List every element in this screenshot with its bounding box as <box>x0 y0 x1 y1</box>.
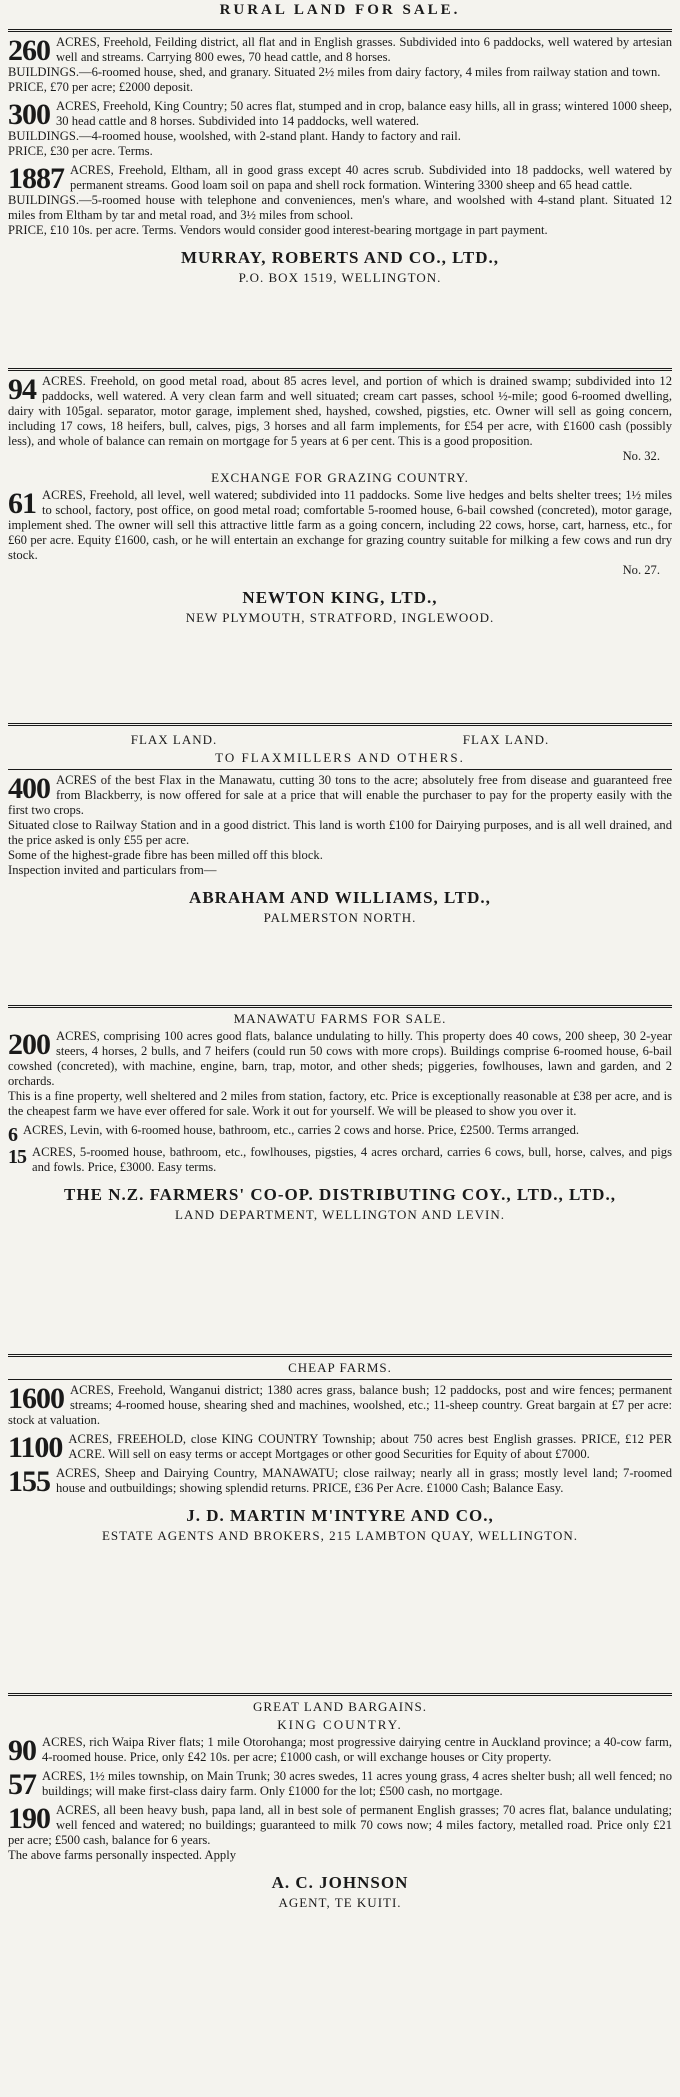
listing-acreage: 90 <box>8 1734 36 1767</box>
listing-acreage: 94 <box>8 373 36 406</box>
flax-header-left: FLAX LAND. <box>130 732 218 747</box>
listing-acreage: 190 <box>8 1802 50 1835</box>
agency-address: LAND DEPARTMENT, WELLINGTON AND LEVIN. <box>175 1207 505 1222</box>
agency-name: A. C. JOHNSON <box>271 1873 409 1892</box>
listing-acres-word: ACRES, <box>32 1145 76 1159</box>
listing-acreage: 1600 <box>8 1382 64 1415</box>
listing-text: 5-roomed house, bathroom, etc., fowlhouses, pigsties, 4 acres orchard, carries 6 cows, bull, horse, calves, and pigs and fowls. Price, £3000. Easy terms. <box>32 1145 672 1174</box>
listing-text: comprising 100 acres good flats, balance undulating to hilly. This property does 40 cows, 200 sheep, 30 2-year steers, 4 horses, 2 bulls, and 7 heifers (could run 50 cows with more crops). Buildings comprise 6-roomed house, 6-bail cowshed (concreted), with machine, engine, barn, trap, motor, and other sheds; piggeries, fowlhouses, lawn and garden, and 2 orchards. <box>8 1029 672 1088</box>
listing-text: Freehold, all level, well watered; subdivided into 11 paddocks. Some live hedges and belts shelter trees; 1½ miles to school, factory, post office, on good metal road; comfortable 5-roomed house, 6-bail cowshed (concreted), motor garage, implement shed. The owner will sell this attractive little farm as a going concern, including 22 cows, horse, cart, harness, etc., for £60 per acre. Equity £1600, cash, or he will entertain an exchange for grazing country suitable for milking a few cows and run dry stock. <box>8 488 673 562</box>
listing-price: PRICE, £70 per acre; £2000 deposit. <box>8 80 194 94</box>
listing-text: This is a fine property, well sheltered and 2 miles from station, factory, etc. Price is exceptionally reasonable at £38 per acre, and is the cheapest farm we have ever offered for sale. Work it out for yourself. We will be pleased to show you over it. <box>8 1089 672 1118</box>
listing-acres-word: ACRES. <box>42 374 86 388</box>
listing-acres-word: ACRES, <box>56 1803 100 1817</box>
title-rule <box>8 29 672 32</box>
listing-text: Situated close to Railway Station and in a good district. This land is worth £100 for Dairying purposes, and is all well drained, and the price asked is only £55 per acre. <box>8 818 672 847</box>
listing-text: Inspection invited and particulars from— <box>8 863 217 877</box>
listing-260-acres <box>8 35 672 95</box>
listing-text: rich Waipa River flats; 1 mile Otorohanga; most progressive dairying centre in Auckland province; a 40-cow farm, 4-roomed house. Price, only £42 10s. per acre; £1000 cash, or will exchange houses or City property. <box>42 1735 673 1764</box>
listing-acreage: 155 <box>8 1465 50 1498</box>
section-rule <box>8 769 672 770</box>
listing-price: PRICE, £30 per acre. Terms. <box>8 144 153 158</box>
listing-acreage: 61 <box>8 487 36 520</box>
listing-400-acres <box>8 773 672 878</box>
ad-ac-johnson <box>8 1699 672 2033</box>
section-rule <box>8 1379 672 1380</box>
listing-acreage: 200 <box>8 1028 50 1061</box>
listing-text: Freehold, Wanganui district; 1380 acres grass, balance bush; 12 paddocks, post and wire fences; permanent streams; 4-roomed house, shearing shed and machines, woolshed, etc.; 11-sheep country. Great bargain at £7 per acre: stock at valuation. <box>8 1383 672 1427</box>
listing-text: 1½ miles township, on Main Trunk; 30 acres swedes, 11 acres young grass, 4 acres shelter bush; all well fenced; no buildings; will make first-class dairy farm. Only £1000 for the lot; £500 cash, no mortgage. <box>42 1769 672 1798</box>
ad-martin-mintyre <box>8 1360 672 1690</box>
section-heading: MANAWATU FARMS FOR SALE. <box>233 1011 447 1026</box>
listing-acres-word: ACRES, <box>42 488 86 502</box>
listing-acres-word: ACRES, <box>70 1383 114 1397</box>
flax-header-right: FLAX LAND. <box>462 732 550 747</box>
listing-1600-acres <box>8 1383 672 1428</box>
listing-1887-acres <box>8 163 672 238</box>
listing-acreage: 57 <box>8 1768 36 1801</box>
listing-15-acres <box>8 1145 672 1175</box>
ad-murray-roberts <box>8 35 672 365</box>
agency-name: ABRAHAM AND WILLIAMS, LTD., <box>189 888 491 907</box>
listing-price: PRICE, £10 10s. per acre. Terms. Vendors would consider good interest-bearing mortgage in part payment. <box>8 223 548 237</box>
listing-155-acres <box>8 1466 672 1496</box>
listing-acres-word: ACRES, <box>56 1029 100 1043</box>
listing-acreage: 300 <box>8 98 50 131</box>
agency-name: J. D. MARTIN M'INTYRE AND CO., <box>186 1506 494 1525</box>
listing-acreage: 1100 <box>8 1431 63 1464</box>
listing-ref: No. 27. <box>622 563 660 577</box>
listing-acreage: 1887 <box>8 162 64 195</box>
ad-divider <box>8 1005 672 1008</box>
ad-newton-king <box>8 374 672 720</box>
listing-94-acres <box>8 374 672 464</box>
listing-acres-word: ACRES, <box>56 1466 100 1480</box>
ad-divider <box>8 1354 672 1357</box>
listing-text: Sheep and Dairying Country, MANAWATU; close railway; nearly all in grass; mostly level land; 7-roomed house and outbuildings; showing splendid returns. PRICE, £36 Per Acre. £1000 Cash; Balance Easy. <box>56 1466 672 1495</box>
section-subheading: KING COUNTRY. <box>277 1717 403 1732</box>
listing-acres-word: ACRES, <box>70 163 114 177</box>
listing-text: BUILDINGS.—5-roomed house with telephone and conveniences, men's whare, and woolshed with 4-stand plant. Situated 12 miles from Eltham by tar and metal road, and 3½ miles from school. <box>8 193 672 222</box>
listing-acres-word: ACRES, <box>42 1735 86 1749</box>
agency-name: THE N.Z. FARMERS' CO-OP. DISTRIBUTING COY., LTD., LTD., <box>64 1185 616 1204</box>
listing-61-acres <box>8 488 672 578</box>
ad-divider <box>8 368 672 371</box>
listing-acres-word: ACRES, <box>68 1432 113 1446</box>
listing-acres-word: ACRES, <box>56 99 100 113</box>
listing-text: all been heavy bush, papa land, all in best sole of permanent English grasses; 70 acres flat, balance undulating; well fenced and watered; no buildings; guaranteed to milk 70 cows now; 4 miles factory, metalled road. Price only £21 per acre; £500 cash, balance for 6 years. <box>8 1803 672 1847</box>
agency-address: AGENT, TE KUITI. <box>278 1895 402 1910</box>
listing-190-acres <box>8 1803 672 1863</box>
listing-text: Some of the highest-grade fibre has been milled off this block. <box>8 848 323 862</box>
ad-divider <box>8 723 672 726</box>
listing-acreage: 400 <box>8 772 50 805</box>
listing-acreage: 260 <box>8 34 50 67</box>
ad-nz-farmers-coop <box>8 1011 672 1351</box>
section-heading: CHEAP FARMS. <box>288 1360 392 1375</box>
agency-name: MURRAY, ROBERTS AND CO., LTD., <box>181 248 499 267</box>
listing-200-acres <box>8 1029 672 1119</box>
listing-text: BUILDINGS.—4-roomed house, woolshed, with 2-stand plant. Handy to factory and rail. <box>8 129 461 143</box>
listing-text: Freehold, on good metal road, about 85 acres level, and portion of which is drained swamp; subdivided into 12 paddocks, well watered. A very clean farm and well situated; cream cart passes, school ½-mile; good 6-roomed dwelling, dairy with 105gal. separator, motor garage, implement shed, hayshed, cowshed, pigsties, etc. Owner will sell as going concern, including 17 cows, 18 heifers, bull, calves, pigs, 3 horses and all farm implements, for £54 per acre, with £1600 cash (possibly less), and whole of balance can remain on mortgage for 5 years at 6 per cent. This is a good proposition. <box>8 374 672 448</box>
listing-closing: The above farms personally inspected. Apply <box>8 1848 237 1862</box>
flax-header <box>8 732 672 748</box>
section-heading: GREAT LAND BARGAINS. <box>253 1699 427 1714</box>
listing-90-acres <box>8 1735 672 1765</box>
agency-address: ESTATE AGENTS AND BROKERS, 215 LAMBTON QUAY, WELLINGTON. <box>101 1528 579 1543</box>
section-heading: EXCHANGE FOR GRAZING COUNTRY. <box>211 470 469 485</box>
ad-abraham-williams <box>8 732 672 1002</box>
agency-name: NEWTON KING, LTD., <box>242 588 438 607</box>
listing-acres-word: ACRES <box>56 773 97 787</box>
page-title: RURAL LAND FOR SALE. <box>219 2 461 18</box>
agency-address: P.O. BOX 1519, WELLINGTON. <box>238 270 442 285</box>
listing-text: Freehold, Feilding district, all flat and in English grasses. Subdivided into 6 paddocks, well watered by artesian well and streams. Carrying 800 ewes, 70 head cattle, and 8 horses. <box>56 35 672 64</box>
listing-text: Freehold, King Country; 50 acres flat, stumped and in crop, balance easy hills, all in grass; wintered 1000 sheep, 30 head cattle and 8 horses. Subdivided into 14 paddocks, well watered. <box>56 99 672 128</box>
listing-text: FREEHOLD, close KING COUNTRY Township; about 750 acres best English grasses. PRICE, £12 PER ACRE. Will sell on easy terms or accept Mortgages or other good Securities for Equity of about £7000. <box>68 1432 672 1461</box>
listing-acreage: 6 <box>8 1124 17 1146</box>
section-heading: TO FLAXMILLERS AND OTHERS. <box>215 750 465 765</box>
listing-text: Freehold, Eltham, all in good grass except 40 acres scrub. Subdivided into 18 paddocks, well watered by permanent streams. Good loam soil on papa and shell rock formation. Wintering 3300 sheep and 65 head cattle. <box>70 163 672 192</box>
listing-acres-word: ACRES, <box>42 1769 86 1783</box>
ad-divider <box>8 1693 672 1696</box>
agency-address: PALMERSTON NORTH. <box>263 910 417 925</box>
listing-acres-word: ACRES, <box>56 35 100 49</box>
listing-text: of the best Flax in the Manawatu, cutting 30 tons to the acre; absolutely free from disease and guaranteed free from Blackberry, is now offered for sale at a price that will enable the purchaser to pay for the property easily with the first two crops. <box>8 773 673 817</box>
listing-1100-acres <box>8 1432 672 1462</box>
listing-57-acres <box>8 1769 672 1799</box>
listing-acres-word: ACRES, <box>23 1123 67 1137</box>
agency-address: NEW PLYMOUTH, STRATFORD, INGLEWOOD. <box>185 610 495 625</box>
listing-acreage: 15 <box>8 1146 26 1168</box>
listing-6-acres <box>8 1123 672 1146</box>
listing-text: Levin, with 6-roomed house, bathroom, etc., carries 2 cows and horse. Price, £2500. Terms arranged. <box>69 1123 580 1137</box>
listing-300-acres <box>8 99 672 159</box>
listing-text: BUILDINGS.—6-roomed house, shed, and granary. Situated 2½ miles from dairy factory, 4 miles from railway station and town. <box>8 65 661 79</box>
listing-ref: No. 32. <box>622 449 660 463</box>
